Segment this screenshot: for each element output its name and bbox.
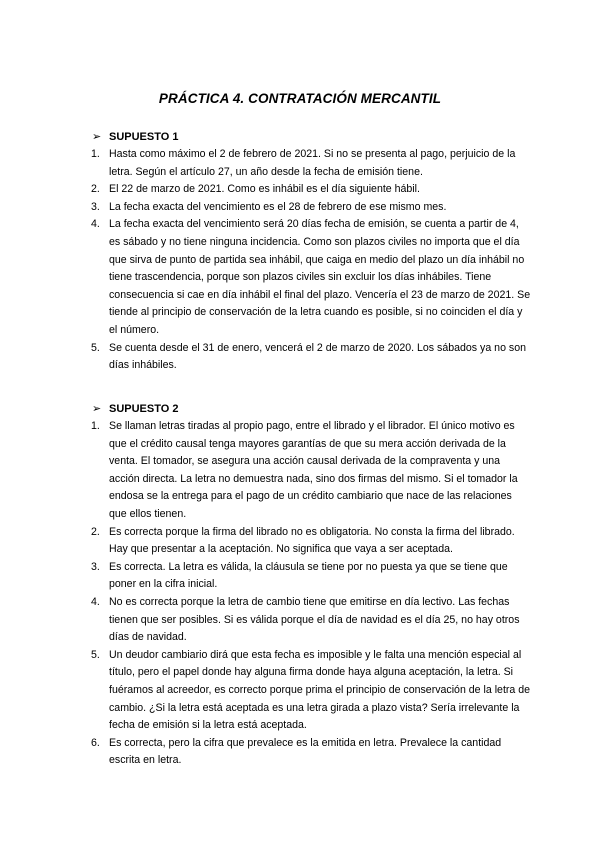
item-number: 5. xyxy=(91,648,100,661)
list-item xyxy=(92,735,532,770)
item-number: 4. xyxy=(91,218,100,231)
item-text: Se cuenta desde el 31 de enero, vencerá el 2 de marzo de 2020. Los sábados ya no son días inhábiles. xyxy=(109,341,526,372)
item-text: Es correcta, pero la cifra que prevalece es la emitida en letra. Prevalece la cantidad escrita en letra. xyxy=(109,736,502,767)
item-text: Un deudor cambiario dirá que esta fecha es imposible y le falta una mención especial al título, pero el papel donde hay alguna firma donde haya alguna aceptación, la letra. Si fuéramos al acreedor, es correcto porque prima el principio de conservación de la letra de cambio. ¿Si la letra está aceptada es una letra girada a plazo vista? Sería irrelevante la fecha de emisión si la letra está aceptada. xyxy=(109,648,531,732)
item-number: 3. xyxy=(91,560,100,573)
item-number: 2. xyxy=(91,183,100,196)
section-heading xyxy=(92,129,532,146)
item-text: Es correcta porque la firma del librado no es obligatoria. No consta la firma del librado. Hay que presentar a la aceptación. No significa que vaya a ser aceptada. xyxy=(109,525,515,556)
section-supuesto-2 xyxy=(92,401,532,770)
item-text: No es correcta porque la letra de cambio tiene que emitirse en día lectivo. Las fechas tienen que ser posibles. Si es válida porque el día de navidad es el día 25, no hay otros días de navidad. xyxy=(109,595,520,644)
list-item xyxy=(92,199,532,217)
item-text: Es correcta. La letra es válida, la cláusula se tiene por no puesta ya que se tiene que poner en la cifra inicial. xyxy=(109,560,508,591)
section-heading xyxy=(92,401,532,418)
item-number: 4. xyxy=(91,595,100,608)
list-item xyxy=(92,181,532,199)
arrow-bullet-icon: ➢ xyxy=(92,403,102,415)
item-text: La fecha exacta del vencimiento es el 28 de febrero de ese mismo mes. xyxy=(109,200,447,213)
list-item xyxy=(92,146,532,181)
item-number: 6. xyxy=(91,736,100,749)
list-item xyxy=(92,647,532,735)
item-number: 2. xyxy=(91,525,100,538)
list-item xyxy=(92,559,532,594)
item-number: 3. xyxy=(91,200,100,213)
section-heading-label: SUPUESTO 1 xyxy=(109,131,179,143)
section-supuesto-1 xyxy=(92,129,532,375)
list-item xyxy=(92,340,532,375)
list-item xyxy=(92,524,532,559)
item-number: 1. xyxy=(91,420,100,432)
item-number: 5. xyxy=(91,341,100,354)
item-text: El 22 de marzo de 2021. Como es inhábil es el día siguiente hábil. xyxy=(109,183,420,196)
arrow-bullet-icon: ➢ xyxy=(92,131,102,143)
item-text: Se llaman letras tiradas al propio pago, entre el librado y el librador. El único motivo es que el crédito causal tenga mayores garantías de que su mera acción derivada de la venta. El tomador, se asegura una acción causal derivada de la compraventa y una acción directa. La letra no demuestra nada, sino dos firmas del mismo. Si el tomador la endosa se la entrega para el pago de un crédito cambiario que nace de las relaciones que ellos tienen. xyxy=(109,420,518,520)
answer-list xyxy=(92,146,532,375)
section-heading-label: SUPUESTO 2 xyxy=(109,403,179,415)
page-title: PRÁCTICA 4. CONTRATACIÓN MERCANTIL xyxy=(158,91,442,106)
item-text: La fecha exacta del vencimiento será 20 días fecha de emisión, se cuenta a partir de 4, es sábado y no tiene ninguna incidencia. Como son plazos civiles no importa que el día que sirva de punto de partida sea inhábil, que caiga en medio del plazo un día inhábil no tiene trascendencia, porque son plazos civiles sin excluir los días inhábiles. Tiene consecuencia si cae en día inhábil el final del plazo. Vencería el 23 de marzo de 2021. Se tiende al principio de conservación de la letra cuando es posible, si no coinciden el día y el número. xyxy=(109,218,531,336)
item-number: 1. xyxy=(91,148,100,160)
list-item xyxy=(92,216,532,339)
item-text: Hasta como máximo el 2 de febrero de 2021. Si no se presenta al pago, perjuicio de la letra. Según el artículo 27, un año desde la fecha de emisión tiene. xyxy=(109,148,516,178)
answer-list xyxy=(92,418,532,770)
list-item xyxy=(92,594,532,647)
list-item xyxy=(92,418,532,524)
